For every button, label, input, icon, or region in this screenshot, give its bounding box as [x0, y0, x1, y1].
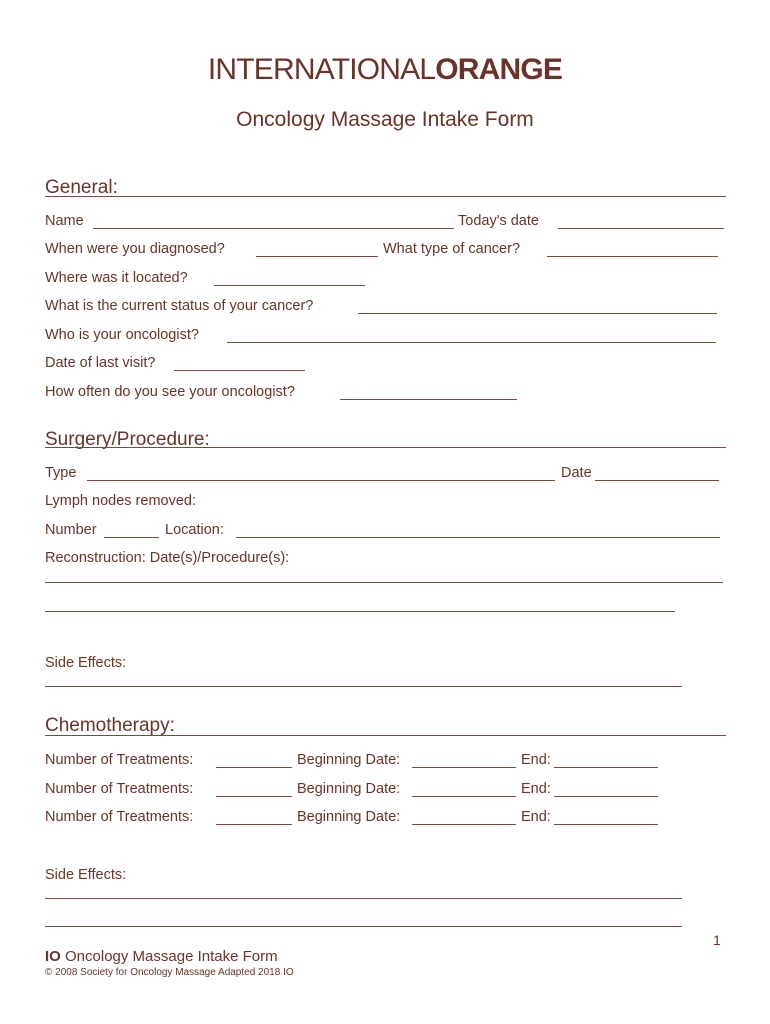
cancer-type-label: What type of cancer? — [383, 241, 521, 257]
surgery-date-field[interactable] — [595, 480, 719, 481]
diagnosed-label: When were you diagnosed? — [45, 241, 225, 257]
section-rule-general — [45, 196, 726, 197]
brand-bold: ORANGE — [435, 53, 563, 86]
last-visit-label: Date of last visit? — [45, 355, 156, 371]
brand-logo — [0, 52, 770, 88]
beginning-date-label: Beginning Date: — [297, 809, 401, 825]
treatments-field[interactable] — [216, 796, 292, 797]
end-label: End: — [521, 809, 551, 825]
reconstruction-line-2[interactable] — [45, 611, 675, 612]
footer-copyright: © 2008 Society for Oncology Massage Adapted 2018 IO — [45, 967, 294, 978]
end-field[interactable] — [554, 767, 658, 768]
located-label: Where was it located? — [45, 270, 188, 286]
how-often-field[interactable] — [340, 399, 517, 400]
chemo-side-effects-label: Side Effects: — [45, 867, 127, 883]
number-field[interactable] — [104, 537, 159, 538]
chemo-side-effects-line-2[interactable] — [45, 926, 682, 927]
brand-light: INTERNATIONAL — [207, 53, 436, 86]
name-label: Name — [45, 213, 84, 229]
treatments-field[interactable] — [216, 824, 292, 825]
todays-date-field[interactable] — [558, 228, 724, 229]
section-heading-general: General: — [45, 177, 118, 198]
todays-date-label: Today's date — [458, 213, 539, 229]
section-rule-surgery — [45, 447, 726, 448]
end-field[interactable] — [554, 796, 658, 797]
reconstruction-label: Reconstruction: Date(s)/Procedure(s): — [45, 550, 290, 566]
location-label: Location: — [165, 522, 224, 538]
end-label: End: — [521, 752, 551, 768]
beginning-date-field[interactable] — [412, 824, 516, 825]
type-field[interactable] — [87, 480, 555, 481]
beginning-date-field[interactable] — [412, 767, 516, 768]
surgery-side-effects-label: Side Effects: — [45, 655, 127, 671]
how-often-label: How often do you see your oncologist? — [45, 384, 295, 400]
section-heading-surgery: Surgery/Procedure: — [45, 429, 210, 450]
section-rule-chemotherapy — [45, 735, 726, 736]
cancer-type-field[interactable] — [547, 256, 718, 257]
reconstruction-line-1[interactable] — [45, 582, 723, 583]
status-label: What is the current status of your cancer? — [45, 298, 314, 314]
name-field[interactable] — [93, 228, 454, 229]
location-field[interactable] — [236, 537, 720, 538]
footer-io: IO — [45, 948, 61, 965]
number-label: Number — [45, 522, 97, 538]
footer-title — [45, 948, 278, 966]
oncologist-label: Who is your oncologist? — [45, 327, 199, 343]
section-heading-chemotherapy: Chemotherapy: — [45, 715, 175, 736]
footer-title-text: Oncology Massage Intake Form — [60, 948, 278, 965]
chemo-side-effects-line-1[interactable] — [45, 898, 682, 899]
diagnosed-field[interactable] — [256, 256, 378, 257]
surgery-side-effects-line[interactable] — [45, 686, 682, 687]
surgery-date-label: Date — [561, 465, 592, 481]
located-field[interactable] — [214, 285, 365, 286]
oncologist-field[interactable] — [227, 342, 716, 343]
beginning-date-field[interactable] — [412, 796, 516, 797]
treatments-label: Number of Treatments: — [45, 781, 194, 797]
lymph-label: Lymph nodes removed: — [45, 493, 196, 509]
beginning-date-label: Beginning Date: — [297, 752, 401, 768]
treatments-label: Number of Treatments: — [45, 752, 194, 768]
page-number: 1 — [713, 932, 721, 948]
beginning-date-label: Beginning Date: — [297, 781, 401, 797]
type-label: Type — [45, 465, 77, 481]
status-field[interactable] — [358, 313, 717, 314]
treatments-field[interactable] — [216, 767, 292, 768]
end-field[interactable] — [554, 824, 658, 825]
page-title: Oncology Massage Intake Form — [236, 108, 534, 131]
last-visit-field[interactable] — [174, 370, 305, 371]
treatments-label: Number of Treatments: — [45, 809, 194, 825]
end-label: End: — [521, 781, 551, 797]
